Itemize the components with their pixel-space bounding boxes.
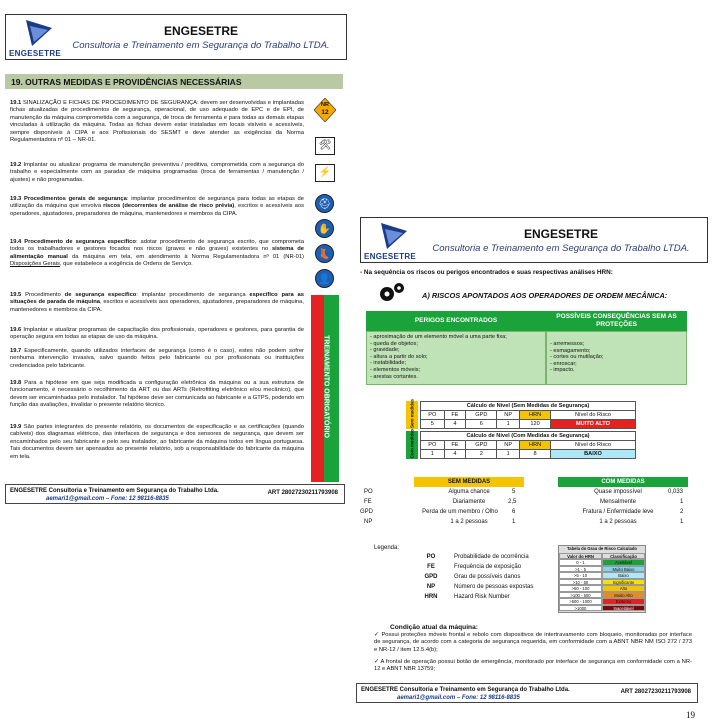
value-cell: 1 bbox=[497, 420, 520, 429]
paragraph-19-9 bbox=[10, 424, 304, 461]
left-page bbox=[0, 0, 352, 505]
com-value: 1 bbox=[680, 519, 684, 525]
com-header: COM MEDIDAS bbox=[558, 477, 688, 487]
paragraph-text: Implantar e atualizar programas de capacitação dos profissionais, operadores e gestores, para garantia de operação segura em todas as etapas de uso da máquina. bbox=[10, 327, 304, 341]
risk-class: Muito Alto bbox=[602, 592, 645, 599]
header-cell: HRN bbox=[520, 441, 551, 450]
com-desc: Fratura / Enfermidade leve bbox=[582, 509, 654, 515]
sem-desc: 1 a 2 pessoas bbox=[450, 519, 488, 525]
list-item: - cortes ou mutilação; bbox=[550, 354, 604, 361]
coverall-icon: 👤 bbox=[315, 269, 334, 288]
header-cell: FE bbox=[444, 411, 466, 420]
paragraph-text: , que estabelece a exigência de Ordens de Serviço. bbox=[59, 261, 193, 268]
paragraph-number: 19.1 bbox=[10, 100, 22, 106]
risk-range: >1 - 5 bbox=[559, 566, 602, 573]
list-item: - arestas cortantes. bbox=[370, 373, 418, 380]
risk-class: Inaceitável bbox=[602, 605, 645, 612]
paragraph-number: 19.4 bbox=[10, 239, 22, 245]
calc-with-table bbox=[420, 431, 636, 459]
gloves-icon: ✋ bbox=[315, 219, 334, 238]
risk-range: >50 - 100 bbox=[559, 585, 602, 592]
paragraph-text: Implantar ou atualizar programa de manutenção preventiva / preditiva, comprometida com a segurança do trabalho e especialmente com as paradas de máquina programadas (troca de ferramentas / manutenção / ajustes) e não programadas. bbox=[10, 162, 304, 183]
legend-key: HRN bbox=[424, 594, 438, 600]
list-item: - elementos móveis; bbox=[370, 366, 421, 373]
risk-table-h1: Valor do HRN bbox=[559, 553, 602, 559]
sem-key: FE bbox=[364, 499, 372, 505]
paragraph-underlined: Disposições Gerais bbox=[10, 261, 60, 268]
list-item: - gravidade; bbox=[370, 347, 400, 354]
condition-title: Condição atual da máquina: bbox=[390, 624, 478, 631]
sem-desc: Alguma chance bbox=[448, 489, 490, 495]
risk-grade-table bbox=[558, 545, 646, 613]
legend-desc: Frequência de exposição bbox=[454, 564, 522, 570]
training-label: TREINAMENTO OBRIGATÓRIO bbox=[322, 335, 330, 438]
risk-range: >1000 bbox=[559, 605, 602, 612]
paragraph-bold: Procedimento de segurança específico bbox=[24, 239, 136, 245]
list-item: - esmagamento; bbox=[550, 347, 591, 354]
calc-without-side bbox=[406, 401, 418, 429]
paragraph-19-1 bbox=[10, 100, 304, 144]
paragraph-bold: Procedimentos gerais de segurança bbox=[24, 196, 127, 202]
sem-com-rows bbox=[356, 489, 712, 533]
risk-class: Extremo bbox=[602, 598, 645, 605]
risk-class: Significante bbox=[602, 579, 645, 586]
sem-header: SEM MEDIDAS bbox=[414, 477, 524, 487]
legend-key: FE bbox=[427, 564, 435, 570]
list-item: - altura a partir do solo; bbox=[370, 353, 428, 360]
nr-label: NR bbox=[321, 102, 329, 108]
risk-class: Baixo bbox=[602, 572, 645, 579]
risk-range: >10 - 50 bbox=[559, 579, 602, 586]
side-label: Sem medidas bbox=[409, 399, 415, 429]
hazards-list bbox=[366, 331, 546, 385]
com-value: 2 bbox=[680, 509, 684, 515]
com-desc: Quase impossível bbox=[594, 489, 642, 495]
condition-text: A frontal de operação possui botão de emergência, monitorado por interface de segurança em conformidade com a NR-12 e ABNT NBR 13759; bbox=[374, 659, 692, 673]
list-item: - arremessos; bbox=[550, 341, 585, 347]
condition-item bbox=[374, 632, 692, 654]
legend-key: GPD bbox=[424, 574, 438, 580]
consequences-list bbox=[546, 331, 687, 385]
paragraph-19-4 bbox=[10, 239, 304, 269]
footer-company: ENGESETRE Consultoria e Treinamento em Segurança do Trabalho Ltda. bbox=[10, 488, 219, 494]
paragraph-text: , escritos e acessíveis aos operadores, ajustadores, preparadores de máquina, mantenedores e membros da CIPA. bbox=[10, 203, 304, 217]
logo-icon bbox=[377, 221, 411, 251]
paragraph-text: SINALIZAÇÃO E FICHAS DE PROCEDIMENTO DE SEGURANÇA: devem ser desenvolvidas e implantadas fichas atualizadas de procedimentos de segurança, operacional, de uso adequado de EPC e de EPI, de manutenção da máquina comprometida com a segurança, de troca de ferramenta e para todas as demais etapas vinculadas à utilização da máquina. Todas as fichas devem estar instaladas em locais visíveis e acessíveis, sempre disponíveis à CIPA e aos Profissionais do SESMT e deve atender as exigências da Norma Regulamentadora nº 01 – NR-01. bbox=[10, 100, 304, 144]
gears-icon bbox=[378, 281, 406, 303]
value-cell: 4 bbox=[444, 450, 466, 459]
consequences-header: POSSÍVEIS CONSEQUÊNCIAS SEM AS PROTEÇÕES bbox=[546, 311, 687, 331]
paragraph-text: Para a hipótese em que seja modificada a configuração eletrônica da máquina ou a sua estrutura de funcionamento, é necessário o recolhimento da ART ou das ARTs (Retrofitting eletrônico e/ou mecânico), que devem ser encaminhadas pelo instalador. Tal hipótese deve ser comunicada ao fabricante e a GTPS, podendo em função das avaliações, invalidar o presente relatório técnico. bbox=[10, 380, 304, 409]
risk-class: Muito Baixo bbox=[602, 566, 645, 573]
list-item: - enroscar; bbox=[550, 360, 577, 367]
sem-value: 2,5 bbox=[508, 499, 517, 505]
footer-art: ART 28027230211793908 bbox=[620, 689, 691, 695]
sem-value: 6 bbox=[512, 509, 516, 515]
paragraph-bold: específico para as situações de parada de máquina bbox=[10, 292, 304, 306]
nr12-badge bbox=[314, 98, 336, 122]
sem-desc: Perda de um membro / Olho bbox=[422, 509, 498, 515]
value-cell: 120 bbox=[520, 420, 551, 429]
paragraph-text: São partes integrantes do presente relatório, os documentos de especificação e as certificações (quando cabíveis) dos diagramas elétricos, das interfaces de segurança e dos sensores de segurança, que devem ser encaminhados pelo seu fabricante e pelo seu instalador, ao fabricante da máquina todos em língua portuguesa. Tais documentos devem ser apensados ao presente relatório, sob a responsabilidade do fabricante da máquina em tela. bbox=[10, 424, 304, 460]
paragraph-number: 19.7 bbox=[10, 348, 22, 354]
condition-text: Possui proteções móveis frontal e rebolo com dispositivos de intertravamento com bloqueio, monitoradas por interface de segurança, de acordo com a categoria de segurança requerida, em conformidade com a ABNT NBR NM ISO 272 / 273 e NR-12 / item 12.5.4(b); bbox=[374, 632, 692, 653]
header-cell: Nível do Risco bbox=[551, 411, 636, 420]
risk-table-title: Tabela do Grau de Risco Calculado bbox=[567, 546, 637, 551]
paragraph-number: 19.8 bbox=[10, 380, 22, 386]
right-page bbox=[356, 205, 712, 725]
check-icon: ✓ bbox=[374, 632, 382, 638]
subtitle: A) RISCOS APONTADOS AOS OPERADORES DE ORDEM MECÂNICA: bbox=[422, 291, 668, 300]
risk-range: >500 - 1000 bbox=[559, 598, 602, 605]
legend-desc: Grau de possíveis danos bbox=[454, 574, 521, 580]
logo-text: ENGESETRE bbox=[364, 252, 417, 261]
training-strip bbox=[311, 295, 339, 482]
value-cell: 1 bbox=[421, 450, 445, 459]
risk-level-cell: BAIXO bbox=[551, 450, 636, 459]
paragraph-number: 19.3 bbox=[10, 196, 22, 202]
paragraph-number: 19.6 bbox=[10, 327, 22, 333]
legend-desc: Probabilidade de ocorrência bbox=[454, 554, 529, 560]
paragraph-19-3 bbox=[10, 196, 304, 218]
value-cell: 5 bbox=[421, 420, 445, 429]
logo-text: ENGESETRE bbox=[9, 49, 62, 58]
right-footer bbox=[356, 683, 698, 703]
company-name: ENGESETRE bbox=[163, 24, 238, 38]
value-cell: 8 bbox=[520, 450, 551, 459]
risk-range: >5 - 10 bbox=[559, 572, 602, 579]
nr-number: 12 bbox=[321, 109, 329, 116]
paragraph-text: : implantar procedimentos de segurança para todas as etapas de utilização da máquina que envolva bbox=[10, 196, 304, 210]
com-desc: 1 a 2 pessoas bbox=[599, 519, 637, 525]
risk-class: Aceitável bbox=[602, 559, 645, 566]
list-item: - impacto. bbox=[550, 367, 575, 374]
value-cell: 4 bbox=[444, 420, 466, 429]
footer-contact: aemari1@gmail.com – Fone: 12 98116-8835 bbox=[397, 695, 520, 701]
value-cell: 2 bbox=[466, 450, 497, 459]
value-cell: 6 bbox=[466, 420, 497, 429]
paragraph-19-8 bbox=[10, 380, 304, 410]
header-cell: GPD bbox=[466, 411, 497, 420]
paragraph-text: : implantar procedimento de segurança bbox=[136, 292, 250, 298]
footer-art: ART 28027230211793908 bbox=[267, 490, 338, 496]
list-item: - aproximação de um elemento móvel a uma parte fixa; bbox=[370, 334, 507, 340]
paragraph-text: Procedimento bbox=[25, 292, 65, 298]
company-name: ENGESETRE bbox=[523, 227, 598, 241]
risk-table-h2: Classificação bbox=[602, 553, 645, 559]
paragraph-text: Especificamente, quando utilizados interfaces de segurança (como é o caso), estes não podem sofrer nenhuma intervenção invasiva, salvo quando feitos pelo fabricante ou por profissionais ou instituições credenciados pelo fabricante. bbox=[10, 348, 304, 369]
header-cell: Nível do Risco bbox=[551, 441, 636, 450]
sem-key: NP bbox=[364, 519, 373, 525]
left-header bbox=[5, 14, 347, 60]
legend-key: PO bbox=[426, 554, 436, 560]
legend-title: Legenda: bbox=[374, 545, 400, 551]
calc-title: Cálculo de Nível (Sem Medidas de Segurança) bbox=[421, 402, 636, 411]
hazards-header: PERIGOS ENCONTRADOS bbox=[366, 311, 546, 331]
list-item: - queda de objetos; bbox=[370, 340, 418, 347]
header-cell: NP bbox=[497, 441, 520, 450]
com-value: 1 bbox=[680, 499, 684, 505]
paragraph-bold: sistema de alimentação manual bbox=[10, 246, 304, 260]
paragraph-text: , escritos e acessíveis aos operadores, ajustadores, preparadores de máquina, mantenedores e membros da CIPA. bbox=[10, 299, 304, 313]
paragraph-text: da máquina em tela, em atendimento à Norma Regulamentadora nº 01 (NR-01) bbox=[67, 253, 304, 260]
legend-desc: Número de pessoas expostas bbox=[454, 584, 534, 590]
header-cell: NP bbox=[497, 411, 520, 420]
com-desc: Mensalmente bbox=[599, 499, 637, 505]
risk-level-cell: MUITO ALTO bbox=[551, 420, 636, 429]
paragraph-19-7 bbox=[10, 348, 304, 370]
legend-desc: Hazard Risk Number bbox=[454, 594, 510, 600]
electric-hazard-icon: ⚡ bbox=[315, 164, 335, 182]
section-title: 19. OUTRAS MEDIDAS E PROVIDÊNCIAS NECESSÁRIAS bbox=[5, 74, 343, 89]
logo-icon bbox=[22, 18, 56, 48]
sem-key: PO bbox=[364, 489, 373, 495]
company-tagline: Consultoria e Treinamento em Segurança do Trabalho LTDA. bbox=[432, 243, 690, 254]
com-value: 0,033 bbox=[668, 489, 684, 495]
list-item: - instabilidade; bbox=[370, 360, 407, 367]
right-header bbox=[360, 217, 708, 263]
left-footer bbox=[5, 484, 345, 504]
paragraph-bold: de segurança específico bbox=[64, 292, 137, 298]
helmet-icon: ⛑ bbox=[315, 194, 334, 213]
side-label: Com medidas bbox=[409, 428, 415, 459]
company-tagline: Consultoria e Treinamento em Segurança do Trabalho LTDA. bbox=[72, 40, 330, 51]
risk-class: Alto bbox=[602, 585, 645, 592]
value-cell: 1 bbox=[497, 450, 520, 459]
paragraph-19-2 bbox=[10, 162, 304, 184]
worker-icon: 🛠 bbox=[315, 137, 335, 155]
calc-title: Cálculo de Nível (Com Medidas de Segurança) bbox=[421, 432, 636, 441]
header-cell: HRN bbox=[520, 411, 551, 420]
paragraph-bold: riscos (decorrentes de análise de risco prévia) bbox=[103, 203, 235, 210]
boots-icon: 👢 bbox=[315, 244, 334, 263]
risk-range: >100 - 500 bbox=[559, 592, 602, 599]
header-cell: FE bbox=[444, 441, 466, 450]
sem-key: GPD bbox=[360, 509, 374, 515]
footer-company: ENGESETRE Consultoria e Treinamento em Segurança do Trabalho Ltda. bbox=[361, 687, 570, 693]
page-number: 19 bbox=[686, 710, 695, 720]
paragraph-number: 19.5 bbox=[10, 292, 22, 298]
check-icon: ✓ bbox=[374, 659, 381, 665]
sem-desc: Diariamente bbox=[452, 499, 486, 505]
calc-without-table bbox=[420, 401, 636, 429]
calc-with-side bbox=[406, 428, 418, 459]
header-cell: GPD bbox=[466, 441, 497, 450]
condition-item bbox=[374, 659, 692, 674]
header-cell: PO bbox=[421, 411, 445, 420]
paragraph-number: 19.9 bbox=[10, 424, 22, 430]
paragraph-19-5 bbox=[10, 292, 304, 314]
paragraph-text: : adotar procedimento de segurança escrito, que comprometa todos os trabalhadores e gestores focados nos riscos (graves e não graves) existentes no bbox=[10, 239, 304, 253]
paragraph-19-6 bbox=[10, 327, 304, 342]
legend-key: NP bbox=[426, 584, 436, 590]
intro-text: - Na sequência os riscos ou perigos encontrados e suas respectivas análises HRN: bbox=[360, 269, 613, 276]
paragraph-number: 19.2 bbox=[10, 162, 22, 168]
sem-value: 5 bbox=[512, 489, 516, 495]
risk-range: 0 - 1 bbox=[559, 559, 602, 566]
footer-contact: aemari1@gmail.com – Fone: 12 98116-8835 bbox=[46, 496, 169, 502]
sem-value: 1 bbox=[512, 519, 516, 525]
header-cell: PO bbox=[421, 441, 445, 450]
